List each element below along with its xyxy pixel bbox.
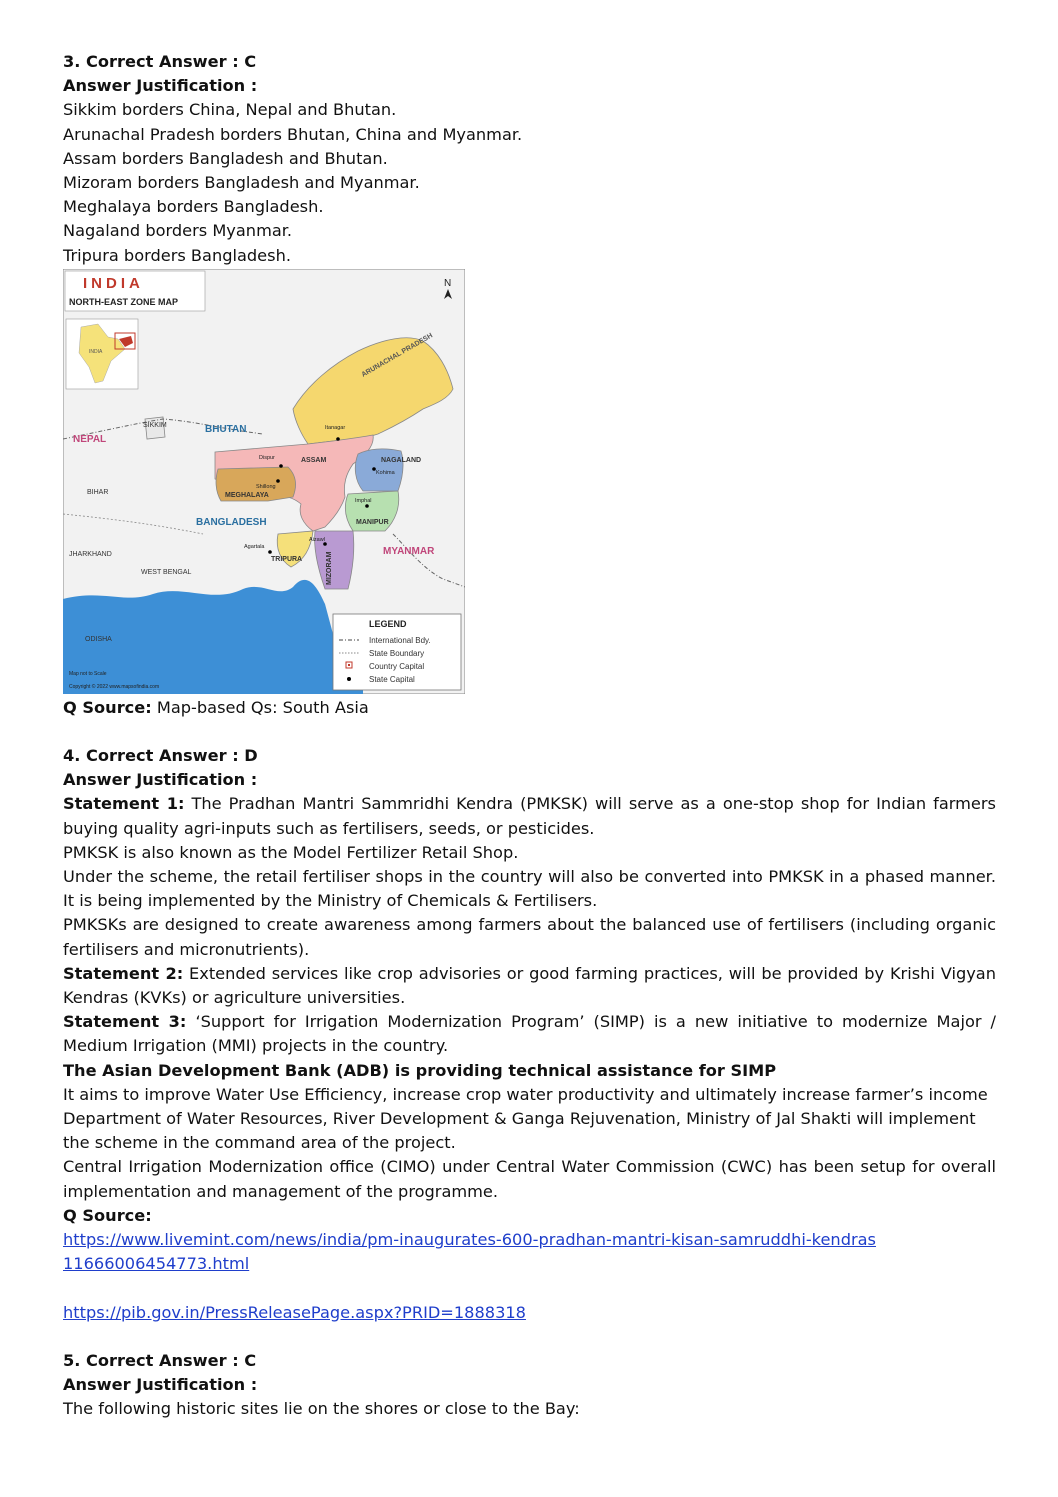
capital-dispur: Dispur [259,454,275,461]
label-sikkim: SIKKIM [143,421,167,429]
legend-item: Country Capital [369,661,425,671]
label-west-bengal: WEST BENGAL [141,568,192,576]
q4-statement-2 [63,962,996,1010]
capital-dot [276,479,280,483]
legend-title: LEGEND [369,618,407,629]
q3-line: Nagaland borders Myanmar. [63,221,293,241]
label-tripura: TRIPURA [271,555,303,563]
capital-dot [279,464,283,468]
label-odisha: ODISHA [85,635,112,643]
q3-heading: 3. Correct Answer : C [63,52,257,71]
legend-item: State Capital [369,674,415,684]
capital-aizawl: Aizawl [309,536,325,543]
legend-swatch-state-capital [347,677,351,681]
statement-1-text: The Pradhan Mantri Sammridhi Kendra (PMKSK) will serve as a one-stop shop for Indian farmers buying quality agri-inputs such as fertilisers, seeds, or pesticides. [63,794,996,838]
map-scale-note: Map not to Scale [69,670,107,677]
label-meghalaya: MEGHALAYA [225,491,269,499]
label-mizoram: MIZORAM [326,551,333,585]
q4-statement-1 [63,792,996,840]
q4-paragraph: PMKSKs are designed to create awareness among farmers about the balanced use of fertilisers (including organic fertilisers and micronutrients). [63,915,996,959]
q3-source [63,696,996,720]
q4-adb-note: The Asian Development Bank (ADB) is providing technical assistance for SIMP [63,1060,777,1080]
statement-3-text: ‘Support for Irrigation Modernization Program’ (SIMP) is a new initiative to modernize Major / Medium Irrigation (MMI) projects in the country. [63,1012,996,1056]
q4-statement-3 [63,1010,996,1058]
q3-line: Assam borders Bangladesh and Bhutan. [63,148,388,168]
q5-justification-label: Answer Justification : [63,1374,258,1394]
source-link-pib[interactable]: https://pib.gov.in/PressReleasePage.aspx?PRID=1888318 [63,1302,526,1322]
label-bihar: BIHAR [87,488,109,496]
capital-dot [365,504,369,508]
q3-justification-label: Answer Justification : [63,76,258,96]
source-link-livemint-cont[interactable]: 11666006454773.html [63,1254,250,1274]
q5-heading: 5. Correct Answer : C [63,1350,257,1370]
capital-itanagar: Itanagar [325,424,346,431]
q3-line: Mizoram borders Bangladesh and Myanmar. [63,173,420,193]
label-assam: ASSAM [301,456,327,464]
capital-imphal: Imphal [355,497,372,504]
spacer [63,720,996,744]
label-manipur: MANIPUR [356,518,389,526]
north-label: N [444,277,452,289]
map-subtitle: NORTH-EAST ZONE MAP [69,296,178,307]
capital-kohima: Kohima [376,469,395,476]
label-bangladesh: BANGLADESH [196,516,267,528]
inset-label: INDIA [89,348,103,355]
q4-paragraph: It aims to improve Water Use Efficiency, increase crop water productivity and ultimately increase farmer’s income [63,1084,988,1104]
q3-line: Meghalaya borders Bangladesh. [63,197,324,217]
map-copyright: Copyright © 2022 www.mapsofindia.com [69,683,160,690]
q3-source-text: Map-based Qs: South Asia [156,697,369,717]
legend-item: State Boundary [369,648,425,658]
capital-dot [268,550,272,554]
label-jharkhand: JHARKHAND [69,550,112,558]
q4-paragraph: Department of Water Resources, River Development & Ganga Rejuvenation, Ministry of Jal Shakti will implement the scheme in the command area of the project. [63,1109,976,1153]
statement-1-label: Statement 1: [63,794,185,814]
spacer [63,1325,996,1349]
q4-paragraph: Under the scheme, the retail fertiliser shops in the country will also be converted into PMKSK in a phased manner. It is being implemented by the Ministry of Chemicals & Fertilisers. [63,867,996,911]
label-nepal: NEPAL [73,433,107,445]
label-bhutan: BHUTAN [205,423,247,435]
capital-shillong: Shillong [256,483,276,490]
q3-line: Sikkim borders China, Nepal and Bhutan. [63,100,397,120]
q4-paragraph: PMKSK is also known as the Model Fertilizer Retail Shop. [63,842,519,862]
q4-source-label: Q Source: [63,1205,152,1225]
capital-dot [336,437,340,441]
q3-source-label: Q Source: [63,697,152,717]
q4-paragraph: Central Irrigation Modernization office (CIMO) under Central Water Commission (CWC) has been setup for overall implementation and management of the programme. [63,1157,996,1201]
q5-intro: The following historic sites lie on the shores or close to the Bay: [63,1399,580,1419]
statement-2-text: Extended services like crop advisories or good farming practices, will be provided by Krishi Vigyan Kendras (KVKs) or agriculture universities. [63,963,996,1008]
label-nagaland: NAGALAND [381,456,422,464]
statement-3-label: Statement 3: [63,1012,187,1032]
northeast-india-map [63,269,465,694]
map-title: INDIA [83,274,144,292]
q3-line: Tripura borders Bangladesh. [63,245,291,265]
legend-swatch-country-capital-dot [348,664,350,666]
legend-item: International Bdy. [369,635,431,645]
label-myanmar: MYANMAR [383,545,435,557]
capital-agartala: Agartala [244,543,265,550]
document-page [63,50,996,1421]
q4-justification-label: Answer Justification : [63,770,258,790]
statement-2-label: Statement 2: [63,963,184,983]
source-link-livemint[interactable]: https://www.livemint.com/news/india/pm-inaugurates-600-pradhan-mantri-kisan-samruddhi-kendras [63,1230,876,1250]
q4-heading: 4. Correct Answer : D [63,746,258,766]
spacer [63,1277,996,1301]
q3-line: Arunachal Pradesh borders Bhutan, China and Myanmar. [63,124,523,144]
label-arunachal: ARUNACHAL PRADESH [360,332,434,379]
